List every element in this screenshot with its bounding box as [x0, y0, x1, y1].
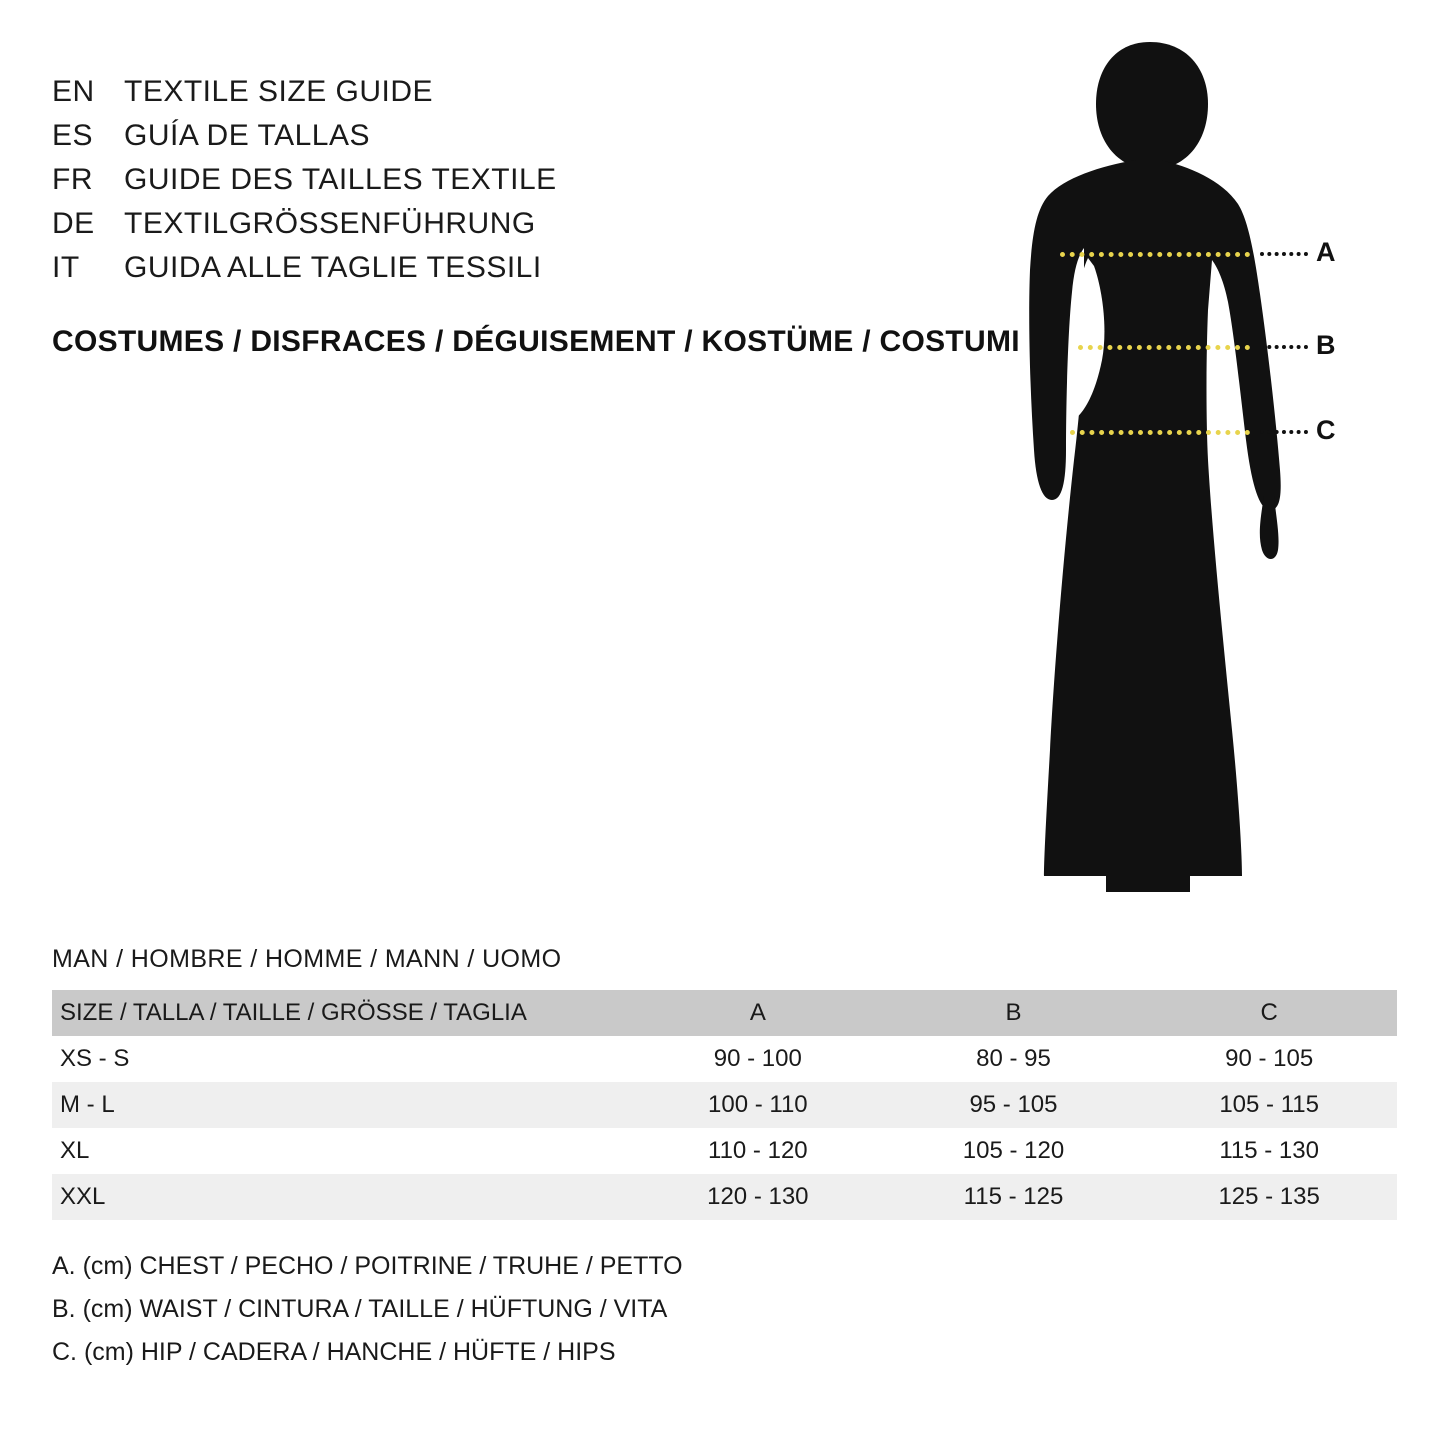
cell-b: 95 - 105 — [886, 1082, 1142, 1128]
size-table-section — [52, 945, 1397, 1220]
language-title: GUÍA DE TALLAS — [124, 119, 370, 152]
measure-label-c: C — [1316, 415, 1336, 445]
table-row — [52, 1082, 1397, 1128]
language-row — [52, 70, 972, 114]
cell-size: M - L — [52, 1082, 630, 1128]
language-title: TEXTILGRÖSSENFÜHRUNG — [124, 207, 536, 240]
waist-measure-line — [1078, 345, 1250, 350]
table-caption: MAN / HOMBRE / HOMME / MANN / UOMO — [52, 945, 562, 973]
hip-measure-line — [1070, 430, 1250, 435]
language-row — [52, 114, 972, 158]
language-code: DE — [52, 207, 95, 240]
male-silhouette-icon — [960, 30, 1380, 910]
language-code: ES — [52, 119, 94, 152]
cell-b: 115 - 125 — [886, 1174, 1142, 1220]
chest-measure-line — [1060, 252, 1250, 257]
table-header-row — [52, 990, 1397, 1036]
language-row — [52, 202, 972, 246]
language-row — [52, 246, 972, 290]
header-b: B — [886, 990, 1142, 1036]
cell-c: 115 - 130 — [1141, 1128, 1397, 1174]
cell-c: 90 - 105 — [1141, 1036, 1397, 1082]
cell-a: 100 - 110 — [630, 1082, 886, 1128]
waist-leader-line — [1260, 345, 1308, 349]
language-title: GUIDE DES TAILLES TEXTILE — [124, 163, 557, 196]
cell-size: XL — [52, 1128, 630, 1174]
size-table — [52, 990, 1397, 1220]
language-code: IT — [52, 251, 80, 284]
cell-a: 110 - 120 — [630, 1128, 886, 1174]
language-row — [52, 158, 972, 202]
cell-c: 105 - 115 — [1141, 1082, 1397, 1128]
header-c: C — [1141, 990, 1397, 1036]
measurement-legend — [52, 1245, 683, 1374]
legend-item-b: B. (cm) WAIST / CINTURA / TAILLE / HÜFTUNG / VITA — [52, 1295, 668, 1323]
language-list — [52, 70, 972, 290]
measure-label-b: B — [1316, 330, 1336, 360]
cell-a: 120 - 130 — [630, 1174, 886, 1220]
measure-label-a: A — [1316, 237, 1336, 267]
table-row — [52, 1036, 1397, 1082]
language-title: TEXTILE SIZE GUIDE — [124, 75, 434, 108]
table-row — [52, 1128, 1397, 1174]
legend-item-a: A. (cm) CHEST / PECHO / POITRINE / TRUHE / PETTO — [52, 1252, 683, 1280]
language-code: FR — [52, 163, 93, 196]
header-a: A — [630, 990, 886, 1036]
body-figure — [960, 30, 1380, 910]
language-title: GUIDA ALLE TAGLIE TESSILI — [124, 251, 542, 284]
costumes-subtitle: COSTUMES / DISFRACES / DÉGUISEMENT / KOSTÜME / COSTUMI — [52, 325, 1020, 358]
legend-item-c: C. (cm) HIP / CADERA / HANCHE / HÜFTE / HIPS — [52, 1338, 616, 1366]
chest-leader-line — [1260, 252, 1308, 256]
cell-c: 125 - 135 — [1141, 1174, 1397, 1220]
cell-a: 90 - 100 — [630, 1036, 886, 1082]
cell-b: 80 - 95 — [886, 1036, 1142, 1082]
cell-size: XXL — [52, 1174, 630, 1220]
cell-size: XS - S — [52, 1036, 630, 1082]
header-size: SIZE / TALLA / TAILLE / GRÖSSE / TAGLIA — [52, 990, 630, 1036]
language-code: EN — [52, 75, 95, 108]
table-row — [52, 1174, 1397, 1220]
cell-b: 105 - 120 — [886, 1128, 1142, 1174]
hip-leader-line — [1260, 430, 1308, 434]
